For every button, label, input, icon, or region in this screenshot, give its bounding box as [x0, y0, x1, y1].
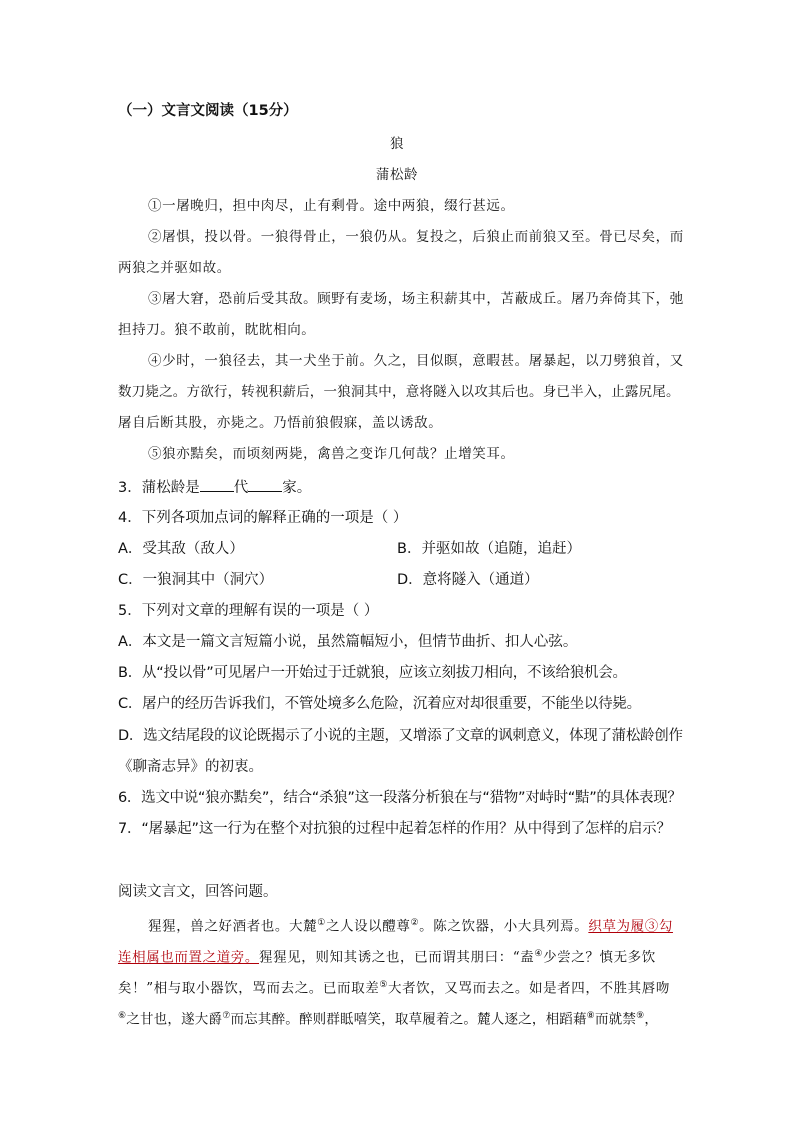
text-run: 矣！”相与取小器饮，骂而去之。已而取差 — [118, 980, 380, 997]
reading-2-line — [118, 975, 670, 999]
question-6: 6．选文中说“狼亦黠矣”，结合“杀狼”这一段落分析狼在与“猎物”对峙时“黠”的具体表现？ — [118, 790, 682, 806]
text-run: 之人设以醴尊 — [325, 918, 411, 935]
footnote-mark: ② — [410, 918, 420, 928]
question-4-stem: 4．下列各项加点词的解释正确的一项是（ ） — [118, 510, 408, 526]
passage-line: ②屠惧，投以骨。一狼得骨止，一狼仍从。复投之，后狼止而前狼又至。骨已尽矣，而 — [148, 229, 684, 245]
question-4-option-b[interactable]: B．并驱如故（追随，追赶） — [397, 541, 581, 557]
answer-blank[interactable] — [248, 477, 282, 492]
text-run: 之甘也，遂大爵 — [126, 1011, 223, 1028]
text-run: 而忘其醉。醉则群眡嘻笑，取草履着之。麓人逐之，相蹈藉 — [230, 1011, 587, 1028]
passage-line: ①一屠晚归，担中肉尽，止有剩骨。途中两狼，缀行甚远。 — [148, 198, 515, 214]
footnote-mark: ⑤ — [379, 980, 388, 990]
question-5-option-d-cont: 《聊斋志异》的初衷。 — [118, 759, 263, 775]
answer-blank[interactable] — [200, 477, 234, 492]
footnote-mark: ⑥ — [118, 1011, 127, 1021]
passage-line: ⑤狼亦黠矣，而顷刻两毙，禽兽之变诈几何哉？止增笑耳。 — [148, 446, 515, 462]
passage-line: 数刀毙之。方欲行，转视积薪后，一狼洞其中，意将隧入以攻其后也。身已半入，止露尻尾。 — [118, 384, 680, 400]
text-run: 少尝之？慎无多饮 — [543, 949, 656, 966]
passage-line: 担持刀。狼不敢前，眈眈相向。 — [118, 322, 316, 338]
reading-2-line — [148, 913, 673, 937]
question-3 — [118, 477, 311, 498]
question-5-option-c[interactable]: C．屠户的经历告诉我们，不管处境多么危险，沉着应对却很重要，不能坐以待毙。 — [118, 696, 641, 712]
underlined-sentence: 织草为履③勾 — [588, 918, 673, 935]
text-run: 猩猩见，则知其诱之也，已而谓其朋曰：“盍 — [259, 949, 535, 966]
reading-2-line — [118, 1006, 658, 1030]
passage-line: ③屠大窘，恐前后受其敌。顾野有麦场，场主积薪其中，苫蔽成丘。屠乃奔倚其下，弛 — [148, 291, 684, 307]
passage-line: ④少时，一狼径去，其一犬坐于前。久之，目似瞑，意暇甚。屠暴起，以刀劈狼首，又 — [148, 353, 684, 369]
reading-2-line — [118, 944, 656, 968]
question-3-part: 代 — [233, 480, 249, 496]
passage-line: 两狼之并驱如故。 — [118, 260, 231, 276]
underlined-sentence: 连相属也而置之道旁。 — [118, 949, 259, 966]
text-run: 。陈之饮器，小大具列焉。 — [419, 918, 589, 935]
passage-author: 蒲松龄 — [375, 167, 419, 183]
question-3-part: 家。 — [282, 480, 312, 496]
text-run: 大者饮，又骂而去之。如是者四，不胜其唇吻 — [387, 980, 670, 997]
question-4-option-a[interactable]: A．受其敌（敌人） — [118, 541, 244, 557]
question-5-option-a[interactable]: A．本文是一篇文言短篇小说，虽然篇幅短小，但情节曲折、扣人心弦。 — [118, 634, 578, 650]
footnote-mark: ① — [317, 918, 326, 928]
footnote-mark: ⑨ — [636, 1011, 645, 1021]
text-run: ， — [644, 1011, 659, 1028]
question-7: 7．“屠暴起”这一行为在整个对抗狼的过程中起着怎样的作用？从中得到了怎样的启示？ — [118, 821, 671, 837]
passage-title: 狼 — [389, 136, 405, 152]
passage-line: 屠自后断其股，亦毙之。乃悟前狼假寐，盖以诱敌。 — [118, 415, 443, 431]
reading-2-intro: 阅读文言文，回答问题。 — [118, 884, 278, 900]
footnote-mark: ⑦ — [222, 1011, 231, 1021]
question-3-part: 3．蒲松龄是 — [118, 480, 200, 496]
footnote-mark: ④ — [534, 949, 544, 959]
footnote-mark: ⑧ — [586, 1011, 595, 1021]
text-run: 猩猩，兽之好酒者也。大麓 — [148, 918, 318, 935]
question-4-option-d[interactable]: D．意将隧入（通道） — [397, 572, 539, 588]
section-title: （一）文言文阅读（15分） — [118, 103, 298, 119]
question-5-stem: 5．下列对文章的理解有误的一项是（ ） — [118, 603, 379, 619]
question-5-option-d[interactable]: D．选文结尾段的议论既揭示了小说的主题，又增添了文章的讽刺意义，体现了蒲松龄创作 — [118, 728, 683, 744]
text-run: 而就禁 — [594, 1011, 637, 1028]
question-4-option-c[interactable]: C．一狼洞其中（洞穴） — [118, 572, 274, 588]
question-5-option-b[interactable]: B．从“投以骨”可见屠户一开始过于迁就狼，应该立刻拔刀相向，不该给狼机会。 — [118, 665, 627, 681]
